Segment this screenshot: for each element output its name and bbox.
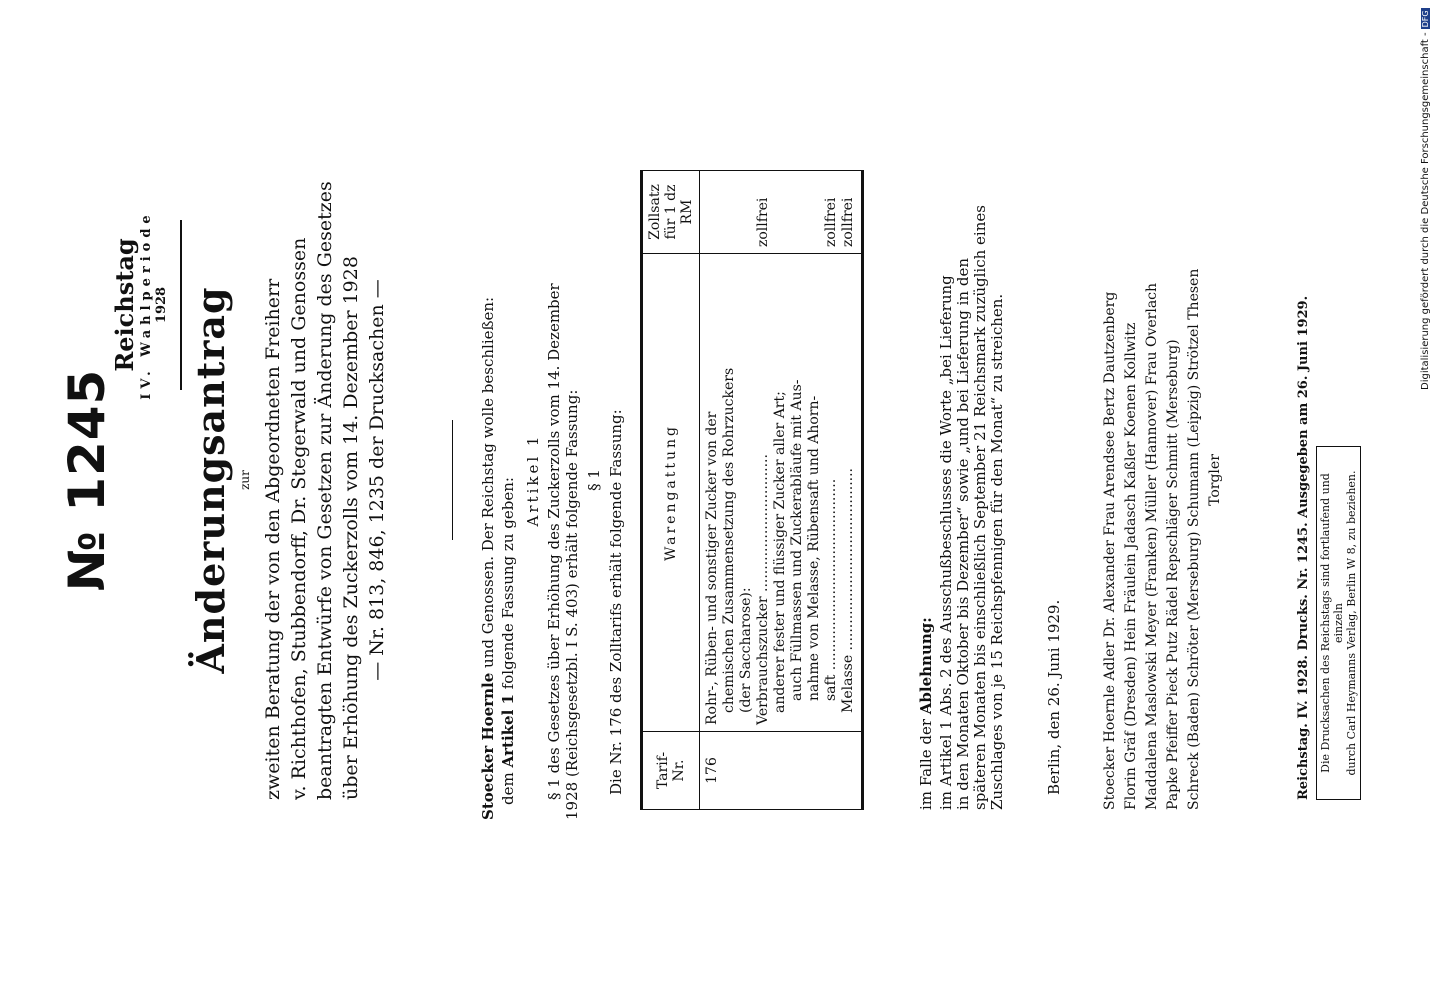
date-line: Berlin, den 26. Juni 1929. (1045, 599, 1063, 795)
signatory-line: Florin Gräf (Dresden) Hein Fräulein Jadasch Kaßler Koenen Kollwitz (1123, 322, 1139, 810)
intro-block (260, 160, 390, 800)
motion-line-2 (500, 477, 517, 805)
signatory-line: Torgler (1207, 454, 1223, 506)
rate-value: zollfrei (755, 197, 771, 247)
motion-text-a: dem (499, 767, 517, 805)
goods-line: nahme von Melasse, Rübensaft und Ahorn- (806, 395, 822, 701)
motion-text-c: folgende Fassung zu geben: (499, 477, 517, 695)
parliament-name: Reichstag (110, 238, 139, 372)
intro-line: über Erhöhung des Zuckerzolls vom 14. Dezember 1928 (340, 256, 362, 800)
intro-line: v. Richthofen, Stubbendorff, Dr. Stegerwald und Genossen (288, 237, 310, 800)
publisher-box (1316, 446, 1361, 800)
signatory-line: Schreck (Baden) Schröter (Merseburg) Schumann (Leipzig) Strötzel Thesen (1186, 268, 1202, 810)
table-header-row (642, 171, 700, 810)
goods-line: Verbrauchszucker ............................... (755, 454, 771, 725)
goods-cell (700, 254, 863, 732)
col-header-goods: Warengattung (642, 254, 700, 732)
motion-line (480, 297, 497, 820)
paragraph-heading: § 1 (585, 469, 603, 491)
goods-line: Melasse ......................................... (840, 467, 856, 713)
rejection-intro (918, 617, 935, 810)
motion-text: und Genossen. Der Reichstag wolle beschließen: (479, 296, 497, 673)
digitization-credit (1420, 0, 1434, 390)
rejection-line: späteren Monaten bis einschließlich September 21 Reichsmark zuzüglich eines (971, 205, 989, 810)
tariff-intro: Die Nr. 176 des Zolltarifs erhält folgende Fassung: (607, 409, 625, 795)
header-brace (180, 220, 182, 390)
rejection-line: in den Monaten Oktober bis Dezember“ sowie „und bei Lieferung in den (954, 258, 972, 810)
rejection-line: Zuschlages von je 15 Reichspfennigen für den Monat“ zu streichen. (988, 293, 1006, 810)
reichstag-block (110, 210, 169, 400)
intro-line: zweiten Beratung der von den Abgeordneten Freiherr (262, 278, 284, 800)
intro-line: — Nr. 813, 846, 1235 der Drucksachen — (366, 279, 388, 681)
article-text-2: 1928 (Reichsgesetzbl. I S. 403) erhält folgende Fassung: (563, 389, 581, 820)
goods-line: Rohr-, Rüben- und sonstiger Zucker von der (704, 411, 720, 725)
document-number: № 1245 (58, 368, 116, 592)
rate-value: zollfrei (840, 197, 856, 247)
goods-line: chemischen Zusammensetzung des Rohrzuckers (721, 367, 737, 713)
separator-rule (452, 420, 453, 540)
publisher-line: durch Carl Heymanns Verlag, Berlin W 8, zu beziehen. (1345, 470, 1358, 776)
col-header-tarif: Tarif- Nr. (642, 732, 700, 810)
signatory-line: Stoecker Hoernle Adler Dr. Alexander Frau Arendsee Bertz Dautzenberg (1102, 291, 1118, 810)
side-margin (1418, 0, 1434, 1000)
dfg-logo: DFG (1421, 10, 1430, 28)
signatories (1100, 150, 1226, 810)
rejection-line: im Artikel 1 Abs. 2 des Ausschußbeschlusses die Worte „bei Lieferung (937, 275, 955, 810)
rejection-text: im Falle der (917, 714, 935, 810)
rejection-label: Ablehnung: (917, 617, 935, 715)
digitization-text: Digitalisierung gefördert durch die Deutsche Forschungsgemeinschaft - (1420, 32, 1431, 390)
tarif-number: 176 (700, 732, 863, 810)
motion-names: Stoecker Hoernle (479, 672, 497, 820)
title-zur: zur (238, 470, 252, 490)
goods-line: saft ........................................... (823, 478, 839, 701)
goods-line: (der Saccharose): (738, 587, 754, 713)
rejection-block (938, 205, 1006, 810)
signatory-line: Maddalena Maslowski Meyer (Franken) Müller (Hannover) Frau Overlach (1144, 282, 1160, 810)
col-header-rate: Zollsatz für 1 dz RM (642, 171, 700, 254)
rate-cell (700, 171, 863, 254)
signatory-line: Papke Pfeiffer Pieck Putz Rädel Repschläger Schmitt (Merseburg) (1165, 339, 1181, 810)
tariff-table (640, 170, 864, 810)
publisher-line: Die Drucksachen des Reichstags sind fortlaufend und einzeln (1319, 473, 1345, 773)
period-year: 1928 (154, 286, 169, 324)
intro-line: beantragten Entwürfe von Gesetzen zur Änderung des Gesetzes (314, 181, 336, 800)
rate-value: zollfrei (823, 197, 839, 247)
goods-line: anderer fester und flüssiger Zucker aller Art; (772, 391, 788, 713)
table-row (700, 171, 863, 810)
motion-article-ref: Artikel 1 (499, 694, 517, 768)
goods-line: auch Füllmassen und Zuckerabläufe mit Aus- (789, 379, 805, 701)
imprint: Reichstag. IV. 1928. Drucks. Nr. 1245. Ausgegeben am 26. Juni 1929. (1296, 295, 1311, 800)
article-text-1: § 1 des Gesetzes über Erhöhung des Zuckerzolls vom 14. Dezember (545, 283, 563, 800)
document-title: Änderungsantrag (188, 286, 233, 674)
article-heading: Artikel 1 (524, 433, 542, 527)
legislative-period: IV. Wahlperiode (139, 210, 154, 400)
